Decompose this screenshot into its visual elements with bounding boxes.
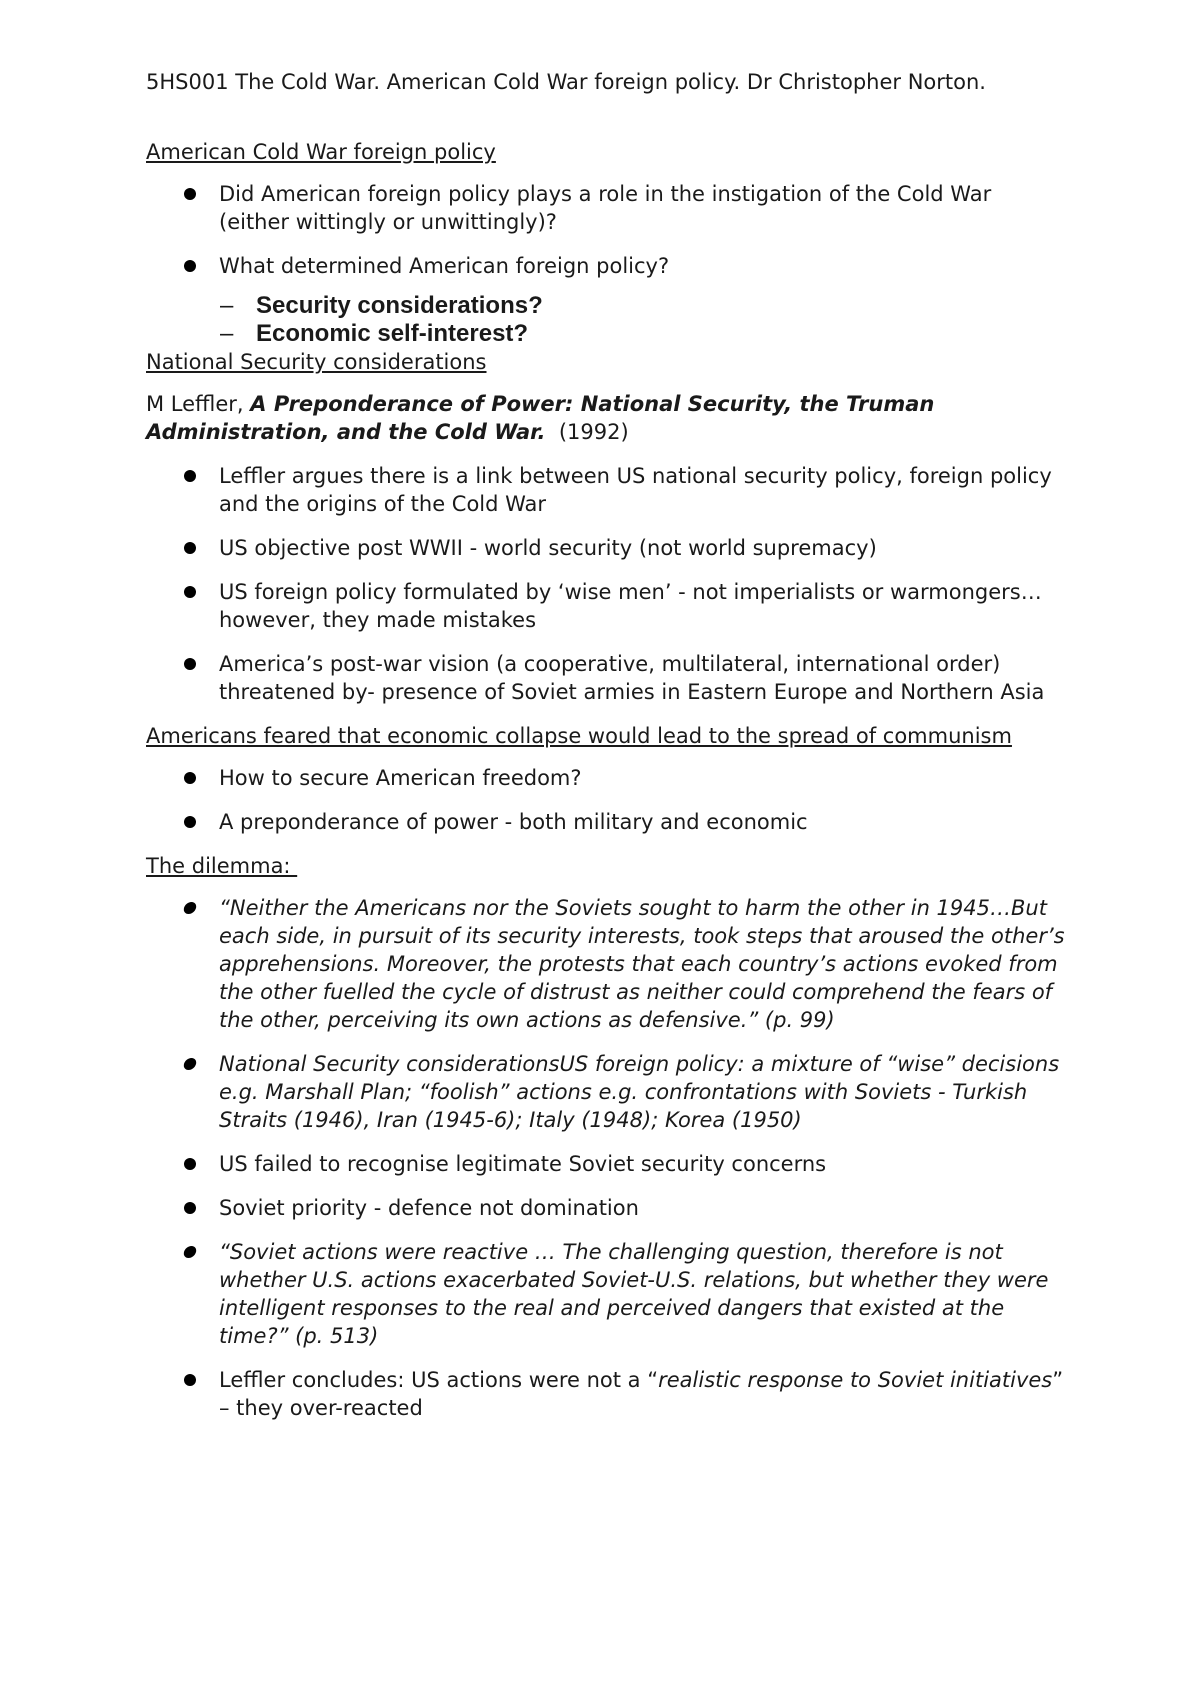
list-item: How to secure American freedom? [146, 764, 1066, 792]
bullet-icon [184, 1374, 196, 1386]
bullet-icon [184, 470, 196, 482]
list-item: Leffler argues there is a link between US national security policy, foreign policy and the origins of the Cold War [146, 462, 1066, 518]
dash-list [146, 292, 1066, 348]
bullet-icon [184, 188, 196, 200]
section-heading-dilemma: The dilemma: [146, 854, 298, 878]
bullet-list [146, 462, 1066, 706]
section-heading-national-security: National Security considerations [146, 350, 487, 374]
bullet-icon [184, 542, 196, 554]
section-heading-economic-collapse: Americans feared that economic collapse would lead to the spread of communism [146, 724, 1012, 748]
dash-icon: – [220, 320, 234, 347]
list-item: “Soviet actions were reactive … The challenging question, therefore is not whether U.S. actions exacerbated Soviet-U.S. relations, but whether they were intelligent responses to the real and perceived dangers that existed at the time?” (p. 513) [146, 1238, 1066, 1350]
bullet-list [146, 764, 1066, 836]
bullet-icon [184, 816, 196, 828]
list-item: Did American foreign policy plays a role in the instigation of the Cold War (either wittingly or unwittingly)? [146, 180, 1066, 236]
bullet-icon [183, 1058, 198, 1070]
list-item: – Security considerations? [220, 292, 543, 319]
list-item: “Neither the Americans nor the Soviets sought to harm the other in 1945…But each side, in pursuit of its security interests, took steps that aroused the other’s apprehensions. Moreover, the protests that each country’s actions evoked from the other fuelled the cycle of distrust as neither could comprehend the fears of the other, perceiving its own actions as defensive.” (p. 99) [146, 894, 1066, 1034]
list-item: Soviet priority - defence not domination [146, 1194, 1066, 1222]
bullet-icon [184, 658, 196, 670]
dash-icon: – [220, 292, 234, 319]
list-item: – Economic self-interest? [220, 320, 529, 347]
bullet-icon [183, 902, 198, 914]
bullet-icon [184, 772, 196, 784]
list-item: National Security considerationsUS foreign policy: a mixture of “wise” decisions e.g. Marshall Plan; “foolish” actions e.g. confrontations with Soviets - Turkish Straits (1946), Iran (1945-6); Italy (1948); Korea (1950) [146, 1050, 1066, 1134]
list-item: A preponderance of power - both military and economic [146, 808, 1066, 836]
document-header: 5HS001 The Cold War. American Cold War foreign policy. Dr Christopher Norton. [146, 70, 986, 94]
document-page [146, 68, 1066, 1438]
bullet-icon [184, 586, 196, 598]
book-title: A Preponderance of Power: National Security, the Truman Administration, and the Cold War. [146, 392, 935, 444]
list-item: America’s post-war vision (a cooperative, multilateral, international order) threatened by- presence of Soviet armies in Eastern Europe and Northern Asia [146, 650, 1066, 706]
section-heading-foreign-policy: American Cold War foreign policy [146, 140, 496, 164]
list-item: US foreign policy formulated by ‘wise men’ - not imperialists or warmongers…however, they made mistakes [146, 578, 1066, 634]
list-item: US objective post WWII - world security (not world supremacy) [146, 534, 1066, 562]
list-item: What determined American foreign policy? [146, 252, 1066, 280]
bullet-list [146, 180, 1066, 280]
bullet-icon [184, 1202, 196, 1214]
list-item: US failed to recognise legitimate Soviet security concerns [146, 1150, 1066, 1178]
bullet-icon [183, 1246, 198, 1258]
list-item: Leffler concludes: US actions were not a “realistic response to Soviet initiatives” – they over-reacted [146, 1366, 1066, 1422]
citation: M Leffler, A Preponderance of Power: National Security, the Truman Administration, and the Cold War. (1992) [146, 392, 935, 444]
bullet-icon [184, 1158, 196, 1170]
bullet-icon [184, 260, 196, 272]
bullet-list [146, 894, 1066, 1422]
